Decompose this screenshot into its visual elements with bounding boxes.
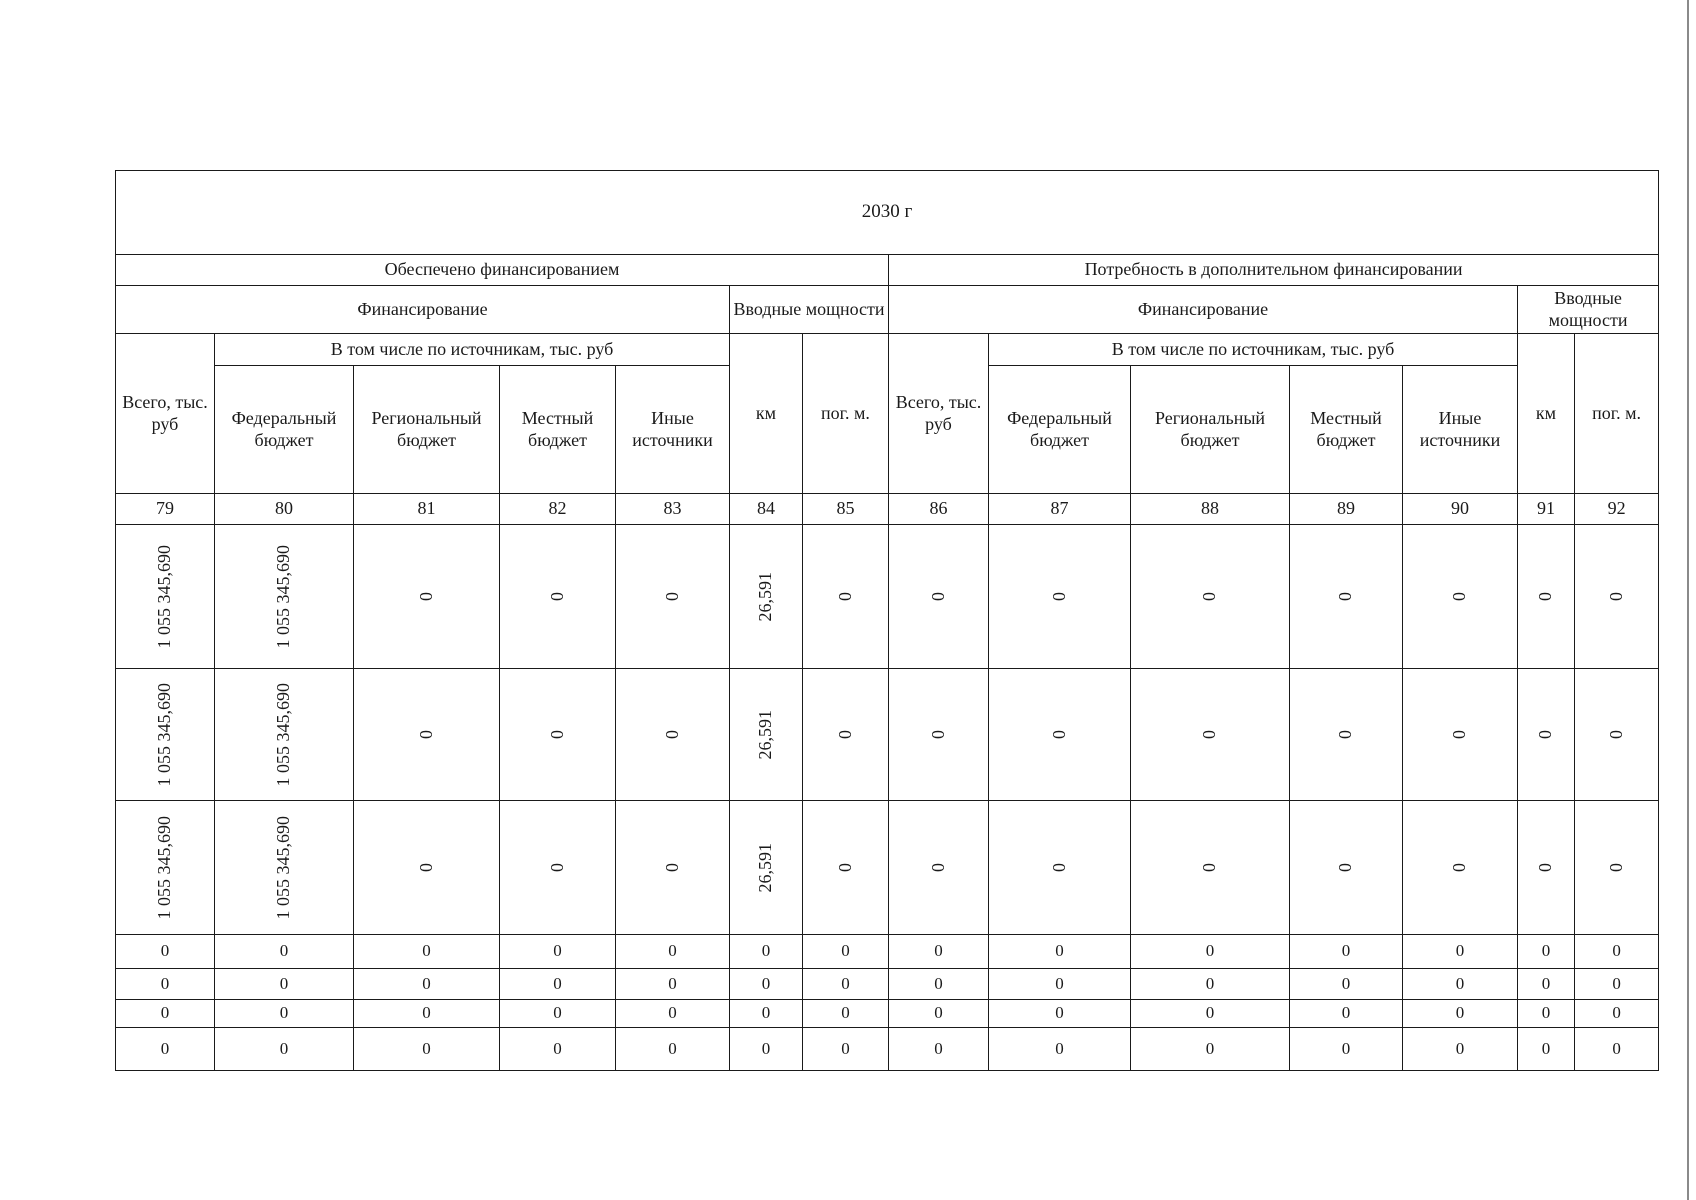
table-cell (354, 801, 500, 935)
table-row (116, 1000, 1659, 1028)
table-cell: 0 (803, 969, 889, 1000)
table-cell (1518, 801, 1575, 935)
table-cell (730, 801, 803, 935)
table-cell (1131, 801, 1290, 935)
table-cell (730, 669, 803, 801)
table-cell: 0 (1518, 1028, 1575, 1071)
table-cell: 0 (215, 969, 354, 1000)
table-cell (989, 525, 1131, 669)
cell-value: 0 (1335, 863, 1356, 872)
table-cell: 0 (1131, 969, 1290, 1000)
need-group-header: Потребность в дополнительном финансировании (889, 255, 1659, 286)
need-federal-header: Федеральный бюджет (989, 366, 1131, 494)
secured-capacity-header: Вводные мощности (730, 286, 889, 334)
need-pogm-header: пог. м. (1575, 334, 1659, 494)
table-cell: 0 (1131, 1000, 1290, 1028)
secured-regional-header: Региональный бюджет (354, 366, 500, 494)
table-row (116, 1028, 1659, 1071)
table-cell (1403, 525, 1518, 669)
table-cell: 0 (730, 1000, 803, 1028)
table-cell (116, 669, 215, 801)
column-number: 89 (1290, 494, 1403, 525)
secured-other-header: Иные источники (616, 366, 730, 494)
table-cell: 0 (989, 1028, 1131, 1071)
cell-value: 26,591 (755, 571, 776, 622)
table-cell (1518, 525, 1575, 669)
cell-value: 1 055 345,690 (273, 682, 294, 787)
table-cell (1575, 525, 1659, 669)
table-cell (500, 801, 616, 935)
column-number: 92 (1575, 494, 1659, 525)
table-cell: 0 (1290, 969, 1403, 1000)
table-row (116, 969, 1659, 1000)
cell-value: 26,591 (755, 842, 776, 893)
table-cell: 0 (354, 935, 500, 969)
cell-value: 0 (927, 863, 948, 872)
table-cell (1290, 525, 1403, 669)
table-cell: 0 (616, 969, 730, 1000)
table-cell: 0 (500, 969, 616, 1000)
table-cell (1290, 669, 1403, 801)
table-cell: 0 (215, 1028, 354, 1071)
table-cell: 0 (1290, 935, 1403, 969)
table-cell: 0 (989, 969, 1131, 1000)
secured-federal-header: Федеральный бюджет (215, 366, 354, 494)
cell-value: 0 (1449, 730, 1470, 739)
table-cell: 0 (1575, 935, 1659, 969)
page-edge (1687, 0, 1689, 1200)
table-cell: 0 (1518, 935, 1575, 969)
table-cell: 0 (803, 1028, 889, 1071)
cell-value: 0 (415, 863, 436, 872)
table-cell: 0 (730, 935, 803, 969)
need-total-header: Всего, тыс. руб (889, 334, 989, 494)
table-cell: 0 (616, 935, 730, 969)
table-cell (616, 669, 730, 801)
column-number: 87 (989, 494, 1131, 525)
table-cell (116, 801, 215, 935)
table-cell (989, 801, 1131, 935)
table-cell: 0 (1575, 1028, 1659, 1071)
table-cell: 0 (354, 1000, 500, 1028)
column-number: 91 (1518, 494, 1575, 525)
table-cell: 0 (116, 1000, 215, 1028)
table-cell (989, 669, 1131, 801)
year-header: 2030 г (116, 171, 1659, 255)
table-cell: 0 (116, 969, 215, 1000)
table-row (116, 525, 1659, 669)
cell-value: 0 (661, 730, 682, 739)
cell-value: 0 (1199, 592, 1220, 601)
table-cell (616, 801, 730, 935)
table-cell: 0 (1403, 1028, 1518, 1071)
cell-value: 0 (546, 592, 567, 601)
secured-sources-header: В том числе по источникам, тыс. руб (215, 334, 730, 366)
table-cell: 0 (500, 1000, 616, 1028)
need-km-header: км (1518, 334, 1575, 494)
cell-value: 0 (415, 730, 436, 739)
table-cell: 0 (889, 1028, 989, 1071)
cell-value: 0 (546, 863, 567, 872)
table-cell: 0 (500, 1028, 616, 1071)
table-row (116, 669, 1659, 801)
table-cell (1518, 669, 1575, 801)
need-capacity-header: Вводные мощности (1518, 286, 1659, 334)
need-financing-header: Финансирование (889, 286, 1518, 334)
data-rows (116, 525, 1659, 1071)
cell-value: 0 (415, 592, 436, 601)
table-cell (889, 525, 989, 669)
column-number: 83 (616, 494, 730, 525)
table-cell (803, 525, 889, 669)
table-cell (500, 525, 616, 669)
table-cell (1290, 801, 1403, 935)
table-cell: 0 (1131, 935, 1290, 969)
table-cell (803, 669, 889, 801)
table-cell: 0 (500, 935, 616, 969)
table-cell: 0 (1403, 969, 1518, 1000)
table-cell: 0 (616, 1000, 730, 1028)
cell-value: 0 (546, 730, 567, 739)
table-cell: 0 (1403, 935, 1518, 969)
table-cell: 0 (1290, 1028, 1403, 1071)
column-number: 82 (500, 494, 616, 525)
table-cell: 0 (1403, 1000, 1518, 1028)
table-cell (354, 525, 500, 669)
column-number: 85 (803, 494, 889, 525)
table-cell (889, 669, 989, 801)
table-cell: 0 (354, 1028, 500, 1071)
table-cell: 0 (616, 1028, 730, 1071)
cell-value: 0 (1535, 730, 1556, 739)
table-cell: 0 (989, 935, 1131, 969)
table-cell (730, 525, 803, 669)
table-cell: 0 (1131, 1028, 1290, 1071)
cell-value: 0 (927, 592, 948, 601)
cell-value: 0 (1605, 863, 1626, 872)
cell-value: 0 (834, 730, 855, 739)
table-cell (116, 525, 215, 669)
table-cell (215, 525, 354, 669)
table-cell (803, 801, 889, 935)
table-cell (1403, 669, 1518, 801)
cell-value: 0 (1535, 592, 1556, 601)
cell-value: 0 (1199, 730, 1220, 739)
table-cell: 0 (889, 935, 989, 969)
cell-value: 0 (1605, 592, 1626, 601)
table-cell (1575, 801, 1659, 935)
cell-value: 0 (1449, 863, 1470, 872)
cell-value: 0 (1449, 592, 1470, 601)
table-cell: 0 (116, 935, 215, 969)
cell-value: 26,591 (755, 709, 776, 760)
table-cell: 0 (730, 1028, 803, 1071)
column-number: 81 (354, 494, 500, 525)
table-cell (500, 669, 616, 801)
secured-pogm-header: пог. м. (803, 334, 889, 494)
table-cell (215, 801, 354, 935)
table-cell: 0 (1518, 1000, 1575, 1028)
table-cell (1575, 669, 1659, 801)
table-cell: 0 (1575, 969, 1659, 1000)
column-number: 88 (1131, 494, 1290, 525)
cell-value: 0 (661, 592, 682, 601)
table-cell: 0 (1575, 1000, 1659, 1028)
table-cell: 0 (889, 1000, 989, 1028)
table-cell: 0 (803, 1000, 889, 1028)
need-regional-header: Региональный бюджет (1131, 366, 1290, 494)
table-cell: 0 (1290, 1000, 1403, 1028)
column-number: 86 (889, 494, 989, 525)
column-number: 84 (730, 494, 803, 525)
cell-value: 1 055 345,690 (154, 544, 175, 649)
cell-value: 0 (1535, 863, 1556, 872)
table-cell (1131, 525, 1290, 669)
secured-total-header: Всего, тыс. руб (116, 334, 215, 494)
table-cell: 0 (1518, 969, 1575, 1000)
table-cell: 0 (803, 935, 889, 969)
table-cell: 0 (889, 969, 989, 1000)
table-cell: 0 (215, 935, 354, 969)
table-cell (1403, 801, 1518, 935)
column-number-row (116, 494, 1659, 525)
table-cell: 0 (989, 1000, 1131, 1028)
cell-value: 0 (927, 730, 948, 739)
table-cell: 0 (354, 969, 500, 1000)
need-other-header: Иные источники (1403, 366, 1518, 494)
secured-km-header: км (730, 334, 803, 494)
cell-value: 0 (834, 592, 855, 601)
table-cell (215, 669, 354, 801)
column-number: 80 (215, 494, 354, 525)
financing-table (115, 170, 1659, 1071)
table-cell (889, 801, 989, 935)
cell-value: 1 055 345,690 (154, 815, 175, 920)
table-cell: 0 (116, 1028, 215, 1071)
cell-value: 0 (1048, 730, 1069, 739)
secured-group-header: Обеспечено финансированием (116, 255, 889, 286)
cell-value: 0 (1048, 592, 1069, 601)
table-cell: 0 (215, 1000, 354, 1028)
secured-local-header: Местный бюджет (500, 366, 616, 494)
need-local-header: Местный бюджет (1290, 366, 1403, 494)
cell-value: 0 (1335, 592, 1356, 601)
column-number: 90 (1403, 494, 1518, 525)
table-row (116, 801, 1659, 935)
cell-value: 1 055 345,690 (273, 815, 294, 920)
secured-financing-header: Финансирование (116, 286, 730, 334)
table-cell (1131, 669, 1290, 801)
column-number: 79 (116, 494, 215, 525)
cell-value: 1 055 345,690 (154, 682, 175, 787)
cell-value: 0 (1335, 730, 1356, 739)
cell-value: 1 055 345,690 (273, 544, 294, 649)
cell-value: 0 (661, 863, 682, 872)
cell-value: 0 (1605, 730, 1626, 739)
table-row (116, 935, 1659, 969)
cell-value: 0 (1199, 863, 1220, 872)
table-cell (354, 669, 500, 801)
cell-value: 0 (834, 863, 855, 872)
cell-value: 0 (1048, 863, 1069, 872)
table-cell (616, 525, 730, 669)
table-cell: 0 (730, 969, 803, 1000)
need-sources-header: В том числе по источникам, тыс. руб (989, 334, 1518, 366)
